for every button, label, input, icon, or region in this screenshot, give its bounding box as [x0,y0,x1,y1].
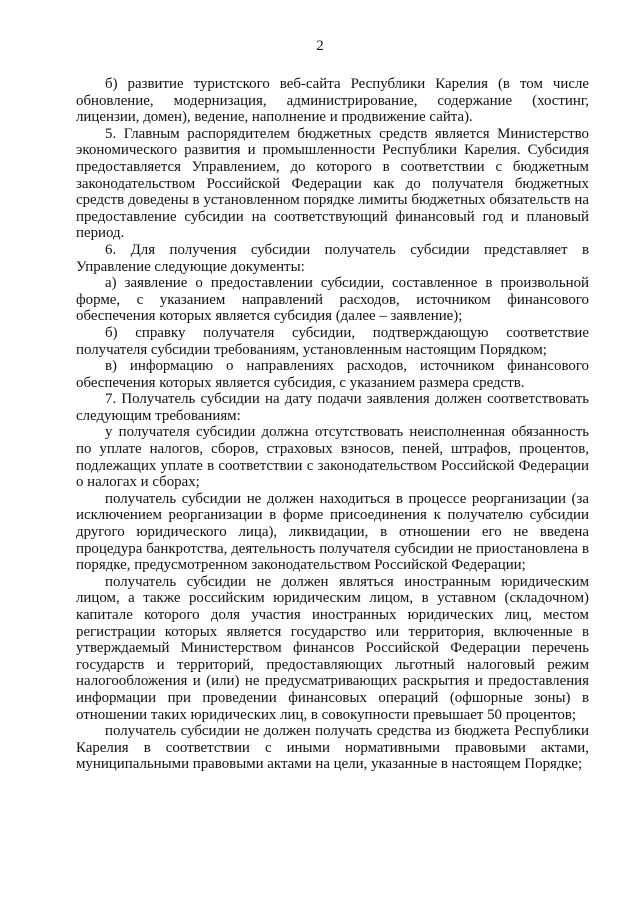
paragraph-requirement-reorganization: получатель субсидии не должен находиться в процессе реорганизации (за исключением реорганизации в форме присоединения к получателю субсидии другого юридического лица), ликвидации, в отношении его не введена процедура банкротства, деятельность получателя субсидии не приостановлена в порядке, предусмотренном законодательством Российской Федерации; [76,490,589,574]
paragraph-requirement-budget-funds: получатель субсидии не должен получать средства из бюджета Республики Карелия в соответствии с иными нормативными правовыми актами, муниципальными правовыми актами на цели, указанные в настоящем Порядке; [76,723,589,773]
paragraph-item-5: 5. Главным распорядителем бюджетных средств является Министерство экономического развития и промышленности Республики Карелия. Субсидия предоставляется Управлением, до которого в соответствии с бюджетным законодательством Российской Федерации как до получателя бюджетных средств доведены в установленном порядке лимиты бюджетных обязательств на предоставление субсидии на соответствующий финансовый год и плановый период. [76,125,589,242]
document-body [76,76,589,773]
paragraph-item-6b: б) справку получателя субсидии, подтверждающую соответствие получателя субсидии требованиям, установленным настоящим Порядком; [76,324,589,358]
paragraph-item-6: 6. Для получения субсидии получатель субсидии представляет в Управление следующие документы: [76,241,589,275]
paragraph-item-6a: а) заявление о предоставлении субсидии, составленное в произвольной форме, с указанием направлений расходов, источником финансового обеспечения которых является субсидия (далее – заявление); [76,275,589,325]
paragraph-item-6v: в) информацию о направлениях расходов, источником финансового обеспечения которых является субсидия, с указанием размера средств. [76,358,589,391]
paragraph-requirement-foreign-entity: получатель субсидии не должен являться иностранным юридическим лицом, а также российским юридическим лицом, в уставном (складочном) капитале которого доля участия иностранных юридических лиц, местом регистрации которых является государство или территория, включенные в утверждаемый Министерством финансов Российской Федерации перечень государств и территорий, предоставляющих льготный налоговый режим налогообложения и (или) не предусматривающих раскрытия и предоставления информации при проведении финансовых операций (офшорные зоны) в отношении таких юридических лиц, в совокупности превышает 50 процентов; [76,573,589,723]
paragraph-requirement-taxes: у получателя субсидии должна отсутствовать неисполненная обязанность по уплате налогов, сборов, страховых взносов, пеней, штрафов, процентов, подлежащих уплате в соответствии с законодательством Российской Федерации о налогах и сборах; [76,424,589,491]
paragraph-item-7: 7. Получатель субсидии на дату подачи заявления должен соответствовать следующим требованиям: [76,391,589,424]
paragraph-subitem-b-website: б) развитие туристского веб-сайта Республики Карелия (в том числе обновление, модернизация, администрирование, содержание (хостинг, лицензии, домен), ведение, наполнение и продвижение сайта). [76,76,589,126]
page-number: 2 [316,38,324,54]
